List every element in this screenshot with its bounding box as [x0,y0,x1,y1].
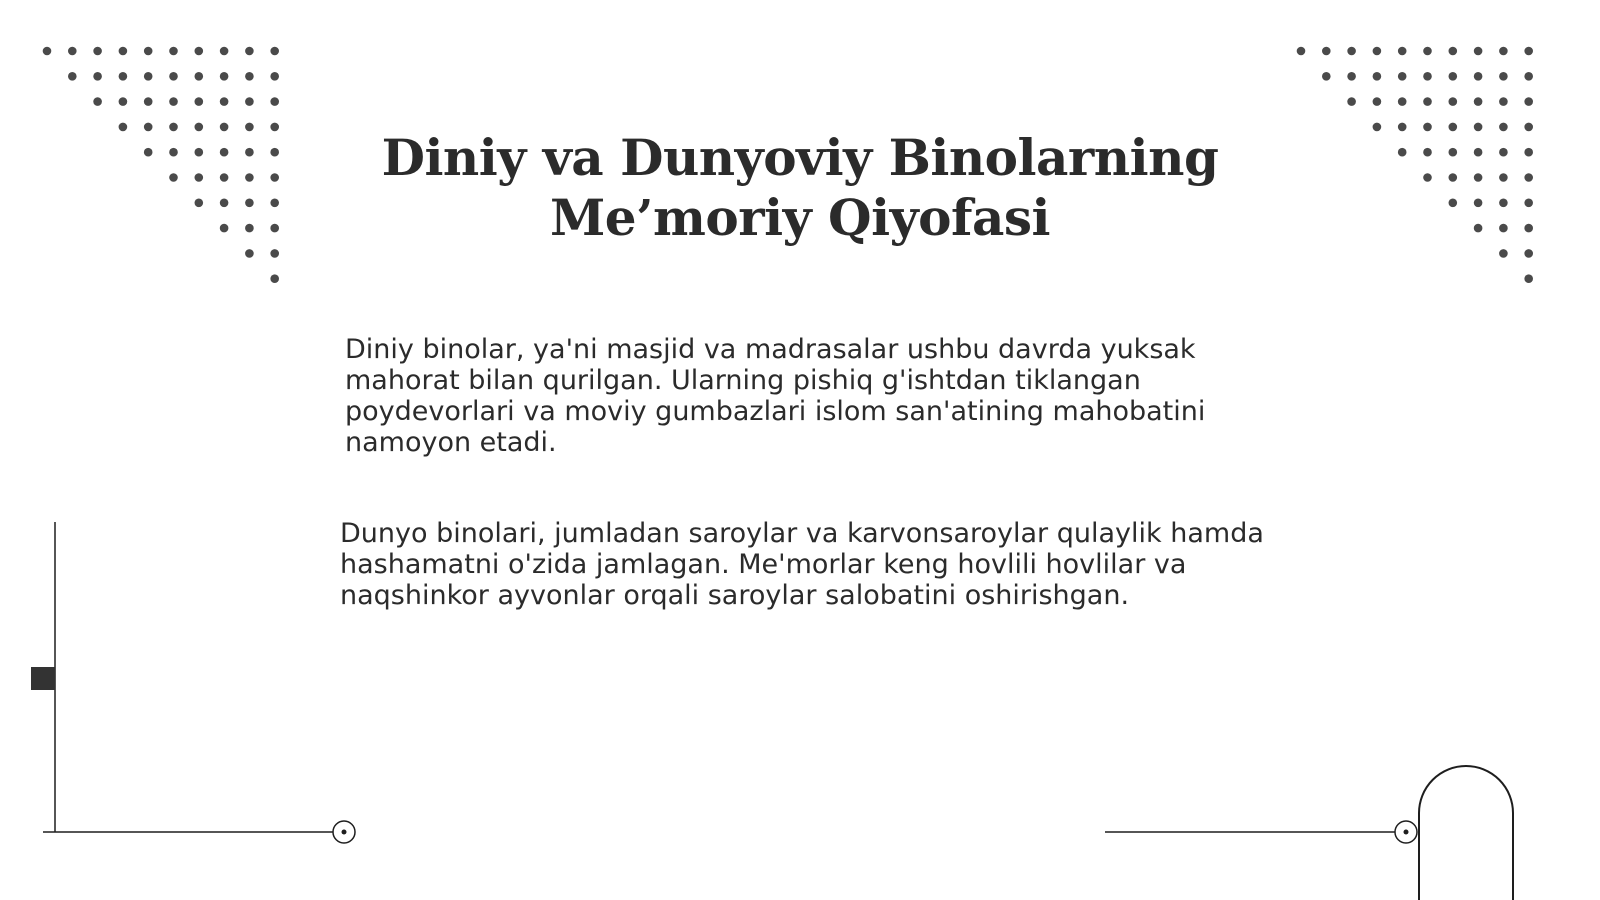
pattern-dot [220,199,229,208]
pattern-dot [1423,72,1432,81]
pattern-dot [270,173,279,182]
pattern-dot [119,123,128,132]
pattern-dot [270,148,279,157]
pattern-dot [245,97,254,106]
pattern-dot [195,148,204,157]
pattern-dot [1474,199,1483,208]
pattern-dot [1297,47,1306,56]
pattern-dot [1449,72,1458,81]
pattern-dot [1398,148,1407,157]
pattern-dot [144,97,153,106]
pattern-dot [119,97,128,106]
pattern-dot [119,72,128,81]
pattern-dot [270,97,279,106]
pattern-dot [1499,123,1508,132]
pattern-dot [1524,47,1533,56]
pattern-dot [1474,72,1483,81]
pattern-dot [1398,123,1407,132]
pattern-dot [245,148,254,157]
pattern-dot [1423,173,1432,182]
pattern-dot [1474,224,1483,233]
pattern-dot [1499,224,1508,233]
pattern-dot [144,72,153,81]
pattern-dot [1524,173,1533,182]
pattern-dot [220,148,229,157]
pattern-dot [245,72,254,81]
pattern-dot [1449,97,1458,106]
pattern-dot [1373,123,1382,132]
pattern-dot [1474,47,1483,56]
pattern-dot [195,97,204,106]
paragraph-religious-buildings: Diniy binolar, ya'ni masjid va madrasalar ushbu davrda yuksak mahorat bilan qurilgan. Ularning pishiq g'ishtdan tiklangan poydevorlari va moviy gumbazlari islom san'atining mahobatini namoyon etadi. [345,334,1206,458]
pattern-dot [1373,72,1382,81]
pattern-dot [1499,199,1508,208]
pattern-dot [1423,47,1432,56]
pattern-dot [1524,224,1533,233]
title-line-1: Diniy va Dunyoviy Binolarning [381,128,1219,187]
pattern-dot [245,47,254,56]
pattern-dot [220,123,229,132]
dot-pattern-top-left [43,47,279,283]
circle-endpoint-right-dot [1404,830,1409,835]
pattern-dot [220,47,229,56]
paragraph-secular-buildings: Dunyo binolari, jumladan saroylar va karvonsaroylar qulaylik hamda hashamatni o'zida jamlagan. Me'morlar keng hovlili hovlilar va naqshinkor ayvonlar orqali saroylar salobatini oshirishgan. [340,518,1264,611]
pattern-dot [1322,47,1331,56]
pattern-dot [68,72,77,81]
pattern-dot [169,123,178,132]
pattern-dot [245,123,254,132]
pattern-dot [1524,148,1533,157]
pattern-dot [1449,148,1458,157]
pattern-dot [245,199,254,208]
pattern-dot [1524,199,1533,208]
pattern-dot [220,173,229,182]
dot-pattern-top-right [1297,47,1533,283]
pattern-dot [220,72,229,81]
pattern-dot [1524,249,1533,258]
pattern-dot [245,249,254,258]
pattern-dot [1423,123,1432,132]
pattern-dot [270,224,279,233]
square-marker [31,667,55,690]
arch-shape [1419,766,1513,900]
pattern-dot [1373,47,1382,56]
pattern-dot [195,199,204,208]
pattern-dot [245,224,254,233]
pattern-dot [270,274,279,283]
pattern-dot [1474,97,1483,106]
pattern-dot [1398,47,1407,56]
pattern-dot [1347,47,1356,56]
pattern-dot [1449,173,1458,182]
pattern-dot [1524,123,1533,132]
pattern-dot [1474,123,1483,132]
pattern-dot [195,173,204,182]
pattern-dot [68,47,77,56]
pattern-dot [144,123,153,132]
pattern-dot [93,47,102,56]
pattern-dot [195,47,204,56]
circle-endpoint-left-dot [342,830,347,835]
pattern-dot [93,97,102,106]
pattern-dot [1449,47,1458,56]
pattern-dot [169,72,178,81]
pattern-dot [1524,97,1533,106]
pattern-dot [169,148,178,157]
pattern-dot [245,173,254,182]
pattern-dot [270,72,279,81]
pattern-dot [1347,97,1356,106]
circle-endpoint-left [333,821,355,843]
pattern-dot [270,249,279,258]
pattern-dot [43,47,52,56]
pattern-dot [1449,123,1458,132]
pattern-dot [270,199,279,208]
title-line-2: Me’moriy Qiyofasi [549,188,1051,247]
pattern-dot [220,97,229,106]
pattern-dot [169,97,178,106]
pattern-dot [1423,148,1432,157]
circle-endpoint-right [1395,821,1417,843]
pattern-dot [1322,72,1331,81]
pattern-dot [169,173,178,182]
pattern-dot [220,224,229,233]
pattern-dot [195,72,204,81]
pattern-dot [1474,173,1483,182]
pattern-dot [195,123,204,132]
pattern-dot [1499,148,1508,157]
pattern-dot [119,47,128,56]
pattern-dot [93,72,102,81]
pattern-dot [1499,47,1508,56]
pattern-dot [1423,97,1432,106]
pattern-dot [270,47,279,56]
pattern-dot [1474,148,1483,157]
pattern-dot [169,47,178,56]
pattern-dot [1499,249,1508,258]
pattern-dot [1398,97,1407,106]
pattern-dot [1524,274,1533,283]
pattern-dot [1373,97,1382,106]
pattern-dot [1499,173,1508,182]
pattern-dot [1347,72,1356,81]
slide-title [300,128,1300,248]
pattern-dot [270,123,279,132]
pattern-dot [144,148,153,157]
pattern-dot [1524,72,1533,81]
pattern-dot [1499,97,1508,106]
pattern-dot [1499,72,1508,81]
pattern-dot [1398,72,1407,81]
pattern-dot [1449,199,1458,208]
pattern-dot [144,47,153,56]
